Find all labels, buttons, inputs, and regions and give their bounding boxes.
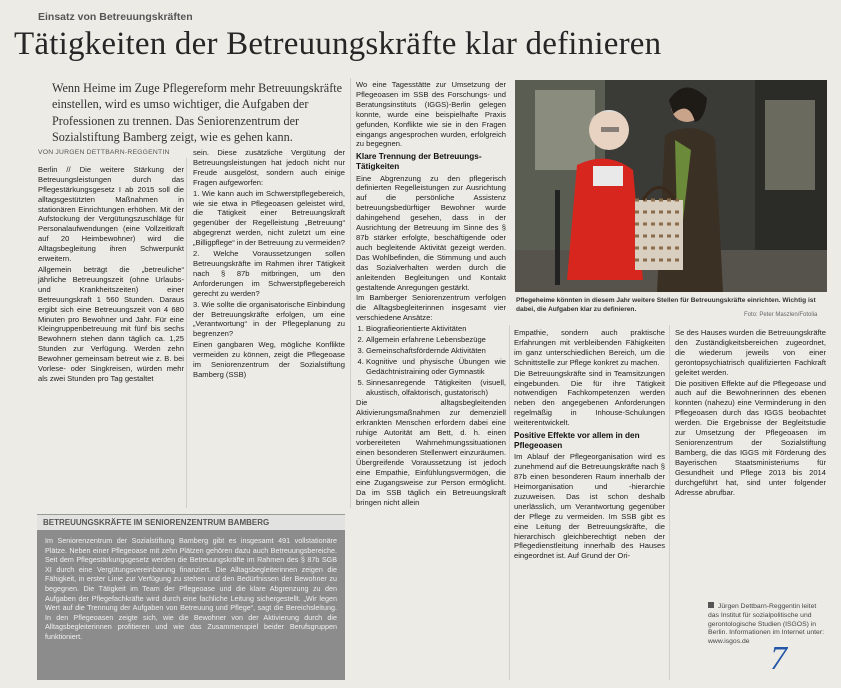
- infobox: [37, 530, 345, 680]
- author-note: [708, 602, 826, 647]
- infobox-heading: BETREUUNGSKRÄFTE IM SENIORENZENTRUM BAMBERG: [37, 514, 345, 530]
- kicker: Einsatz von Betreuungskräften: [38, 11, 193, 23]
- author-note-text: Jürgen Dettbarn-Reggentin leitet das Institut für sozialpolitische und gerontologische Studien (ISGOS) in Berlin. Informationen im Internet unter: www.isgos.de: [708, 603, 824, 646]
- list-item: 3. Gemeinschaftsfördernde Aktivitäten: [366, 346, 506, 356]
- paragraph: Einen gangbaren Weg, mögliche Konflikte vermeiden zu können, zeigt die Pflegeoase im Seniorenzentrum der Sozialstiftung Bamberg (SSB): [193, 340, 345, 379]
- paragraph: Wo eine Tagesstätte zur Umsetzung der Pflegeoasen im SSB des Forschungs- und Beratungsinstituts (IGGS)-Berlin gelegen konnte, wurde eine beispielhafte Praxis gefunden, Konflikte wie sie in den Fragen eingangs angesprochen wurden, erfolgreich zu begegnen.: [356, 80, 506, 149]
- paragraph: Die alltagsbegleitenden Aktivierungsmaßnahmen zur demenziell erkrankten Menschen erfordern dabei eine ruhige Autorität am Bett, d. h. einen vorbereiteten Wahrnehmungssituationen einen besonderen Stellenwert einzuräumen. Übergreifende Voraussetzung ist jedoch eine Empathie, Einfühlungsvermögen, die eine Zugangsweise zur Person ermöglicht. Da im SSB täglich ein Betreuungskraft bringen nicht allein: [356, 398, 506, 507]
- article-column-2: [193, 148, 345, 510]
- paragraph: Im Ablauf der Pflegeorganisation wird es zunehmend auf die Betreuungskräfte nach § 87b einen besonderen Raum innerhalb der Heimorganisation und -hierarchie zuzuweisen. Das ist schon deshalb unerlässlich, um Verantwortung gegenüber der Pflege zu vermeiden. Im SSB gibt es eine Leitung der Betreuungskräfte, die hierarchisch gleichberechtigt neben der Pflegedienstleitung innerhalb des Hauses eingeordnet ist. Auf Grund der Ori-: [514, 452, 665, 561]
- page-number: 7: [770, 640, 787, 677]
- bullet-square-icon: [708, 602, 714, 608]
- photo-caregiver-with-resident: [515, 80, 827, 292]
- paragraph: Empathie, sondern auch praktische Erfahrungen mit verbleibenden Fähigkeiten im ganz unterschiedlichen Bereich, um die Schnittstelle zur Pflege konkret zu machen.: [514, 328, 665, 367]
- paragraph: Allgemein beträgt die „betreuliche“ jährliche Betreuungszeit (ohne Urlaubs- und Krankheitszeiten) einer Betreuungskraft 1 560 Stunden. Daraus ergibt sich eine Betreuungszeit von 4 680 Minuten pro Bewohner und Jahr. Für eine Kleingruppenbetreuung mit fünf bis sechs Bewohnern stehen dann täglich ca. 1,25 Stunden zur Verfügung. Werden zehn Bewohner gemeinsam betreut wie z. B. bei Vorlese- oder Singkreisen, würden mehr als zwei Stunden pro Tag gestaltet: [38, 264, 184, 383]
- photo-credit: Foto: Peter Maszlen/Fotolia: [744, 312, 818, 318]
- paragraph: Die positiven Effekte auf die Pflegeoase und auch auf die Bewohnerinnen des ebenen konnten (nahezu) eine Verminderung in den Pflegeoasen durch das IGGS beobachtet werden. Die Ergebnisse der Begleitstudie zur Umsetzung der Pflegeoasen im Seniorenzentrum der Sozialstiftung Bamberg, die das IGGS mit Förderung des Bayerischen Staatsministeriums für Gesundheit und Pflege 2013 bis 2014 durchgeführt hat, sind unter folgender Adresse abrufbar.: [675, 378, 826, 497]
- article-column-3: [356, 80, 506, 680]
- headline: Tätigkeiten der Betreuungskräfte klar definieren: [14, 26, 662, 62]
- paragraph: sein. Diese zusätzliche Vergütung der Betreuungsleistungen hat jedoch nicht nur Freude ausgelöst, sondern auch einige Fragen aufgeworfen:: [193, 148, 345, 187]
- paragraph: Berlin // Die weitere Stärkung der Betreuungsleistungen durch das Pflegestärkungsgesetz I ab 2015 soll die alltagsgestützten Maßnahmen in stationären Einrichtungen erhöhen. Mit der Aufstockung der Vergütungszuschläge für Personalaufwendungen (eine Vollzeitkraft auf 20 Heimbewohner) wird die Alltagsbegleitung ihren Schwerpunkt erweitern.: [38, 164, 184, 264]
- photo-illustration: [515, 80, 827, 292]
- list-item: 5. Sinnesanregende Tätigkeiten (visuell, akustisch, olfaktorisch, gustatorisch): [366, 378, 506, 398]
- paragraph: 3. Wie sollte die organisatorische Einbindung der Betreuungskräfte erfolgen, um eine „Verantwortung“ in der Pflegeplanung zu begrenzen?: [193, 299, 345, 339]
- paragraph: Die Betreuungskräfte sind in Teamsitzungen eingebunden. Die für ihre Tätigkeit notwendigen Fachkompetenzen werden neben den angegebenen Anforderungen regelmäßig in Inhouse-Schulungen weiterentwickelt.: [514, 368, 665, 428]
- lead-paragraph: Wenn Heime im Zuge Pflegereform mehr Betreuungskräfte einstellen, wird es umso wichtiger, die Aufgaben der Professionen zu trennen. Das Seniorenzentrum der Sozialstiftung Bamberg zeigt, wie es gehen kann.: [52, 81, 343, 144]
- subheading: Positive Effekte vor allem in den Pflegeoasen: [514, 431, 640, 450]
- photo-caption: Pflegeheime könnten in diesem Jahr weitere Stellen für Betreuungskräfte einrichten. Wichtig ist dabei, die Aufgaben klar zu definieren.: [516, 297, 816, 314]
- paragraph: Se des Hauses wurden die Betreuungskräfte den Zuständigkeitsbereichen zugeordnet, die wiederum jeweils von einer gerontopsychiatrisch qualifizierten Fachkraft geleitet werden.: [675, 328, 826, 377]
- infobox-text: Im Seniorenzentrum der Sozialstiftung Bamberg gibt es insgesamt 491 vollstationäre Plätze. Neben einer Pflegeoase mit zehn Plätzen gehören dazu auch Betreuungsbereiche. Seit dem Pflegestärkungsgesetz werden die Betreuungskräfte im Rahmen des § 87b SGB XI durch eine Vergütungsvereinbarung finanziert. Die Alltagsbegleiterinnen zeigen die Fähigkeit, in erster Linie zur Verfügung zu stehen und den Bedürfnissen der Bewohner zu begegnen. Die Tätigkeit im Team der Pflegeoase und die klare Abgrenzung zu den Aufgaben der Pflegefachkräfte wird durch eine fachliche Leitung sichergestellt. „Wir legen Wert auf die Trennung der Aufgaben von Betreuung und Pflege“, sagt die Bereichsleitung. In den Pflegeoasen zeigte sich, wie die Bewohner von der Aktivierung durch die Alltagsbegleiterinnen profitieren und wie das Zusammenspiel beider Berufsgruppen funktioniert.: [45, 536, 337, 641]
- paragraph: 1. Wie kann auch im Schwerstpflegebereich, wie sie etwa in Pflegeoasen geleistet wird, die Tätigkeit einer Betreuungskraft gegenüber der Regelleistung „Betreuung“ abgegrenzt werden, nicht zuletzt um eine „Billigpflege“ in der Betreuung zu vermeiden?: [193, 188, 345, 248]
- paragraph: Im Bamberger Seniorenzentrum verfolgen die Alltagsbegleiterinnen insgesamt vier verschiedene Ansätze:: [356, 293, 506, 323]
- article-column-5: [675, 328, 826, 598]
- article-column-1: [38, 148, 184, 385]
- paragraph: Eine Abgrenzung zu den pflegerisch definierten Regelleistungen zur Ausrichtung auf die persönliche Assistenz betreuungsbedürftiger Bewohner wurde dahingehend gesehen, dass in der Ausrichtung der Betreuung im Sinne des § 87b stärker erfolgte, beschäftigende oder auch begleitende Aktivität gezeigt werden. Das Wohlbefinden, die Stimmung und auch das Sozialverhalten werden durch die anleitenden Begleitungen und Kontakt gestaltende Anregungen gestärkt.: [356, 173, 506, 292]
- subheading: Klare Trennung der Betreuungs-Tätigkeiten: [356, 152, 482, 171]
- article-column-4: [514, 328, 665, 680]
- list-item: 1. Biografieorientierte Aktivitäten: [366, 324, 506, 334]
- list-item: 4. Kognitive und physische Übungen wie Gedächtnistraining oder Gymnastik: [366, 357, 506, 377]
- byline: VON JURGEN DETTBARN-REGGENTIN: [38, 149, 170, 156]
- paragraph: 2. Welche Voraussetzungen sollen Betreuungskräfte im Rahmen ihrer Tätigkeit nach § 87b mitbringen, um den Anforderungen im Schwerstpflegebereich gerecht zu werden?: [193, 249, 345, 298]
- approach-list: [356, 324, 506, 397]
- list-item: 2. Allgemein erfahrene Lebensbezüge: [366, 335, 506, 345]
